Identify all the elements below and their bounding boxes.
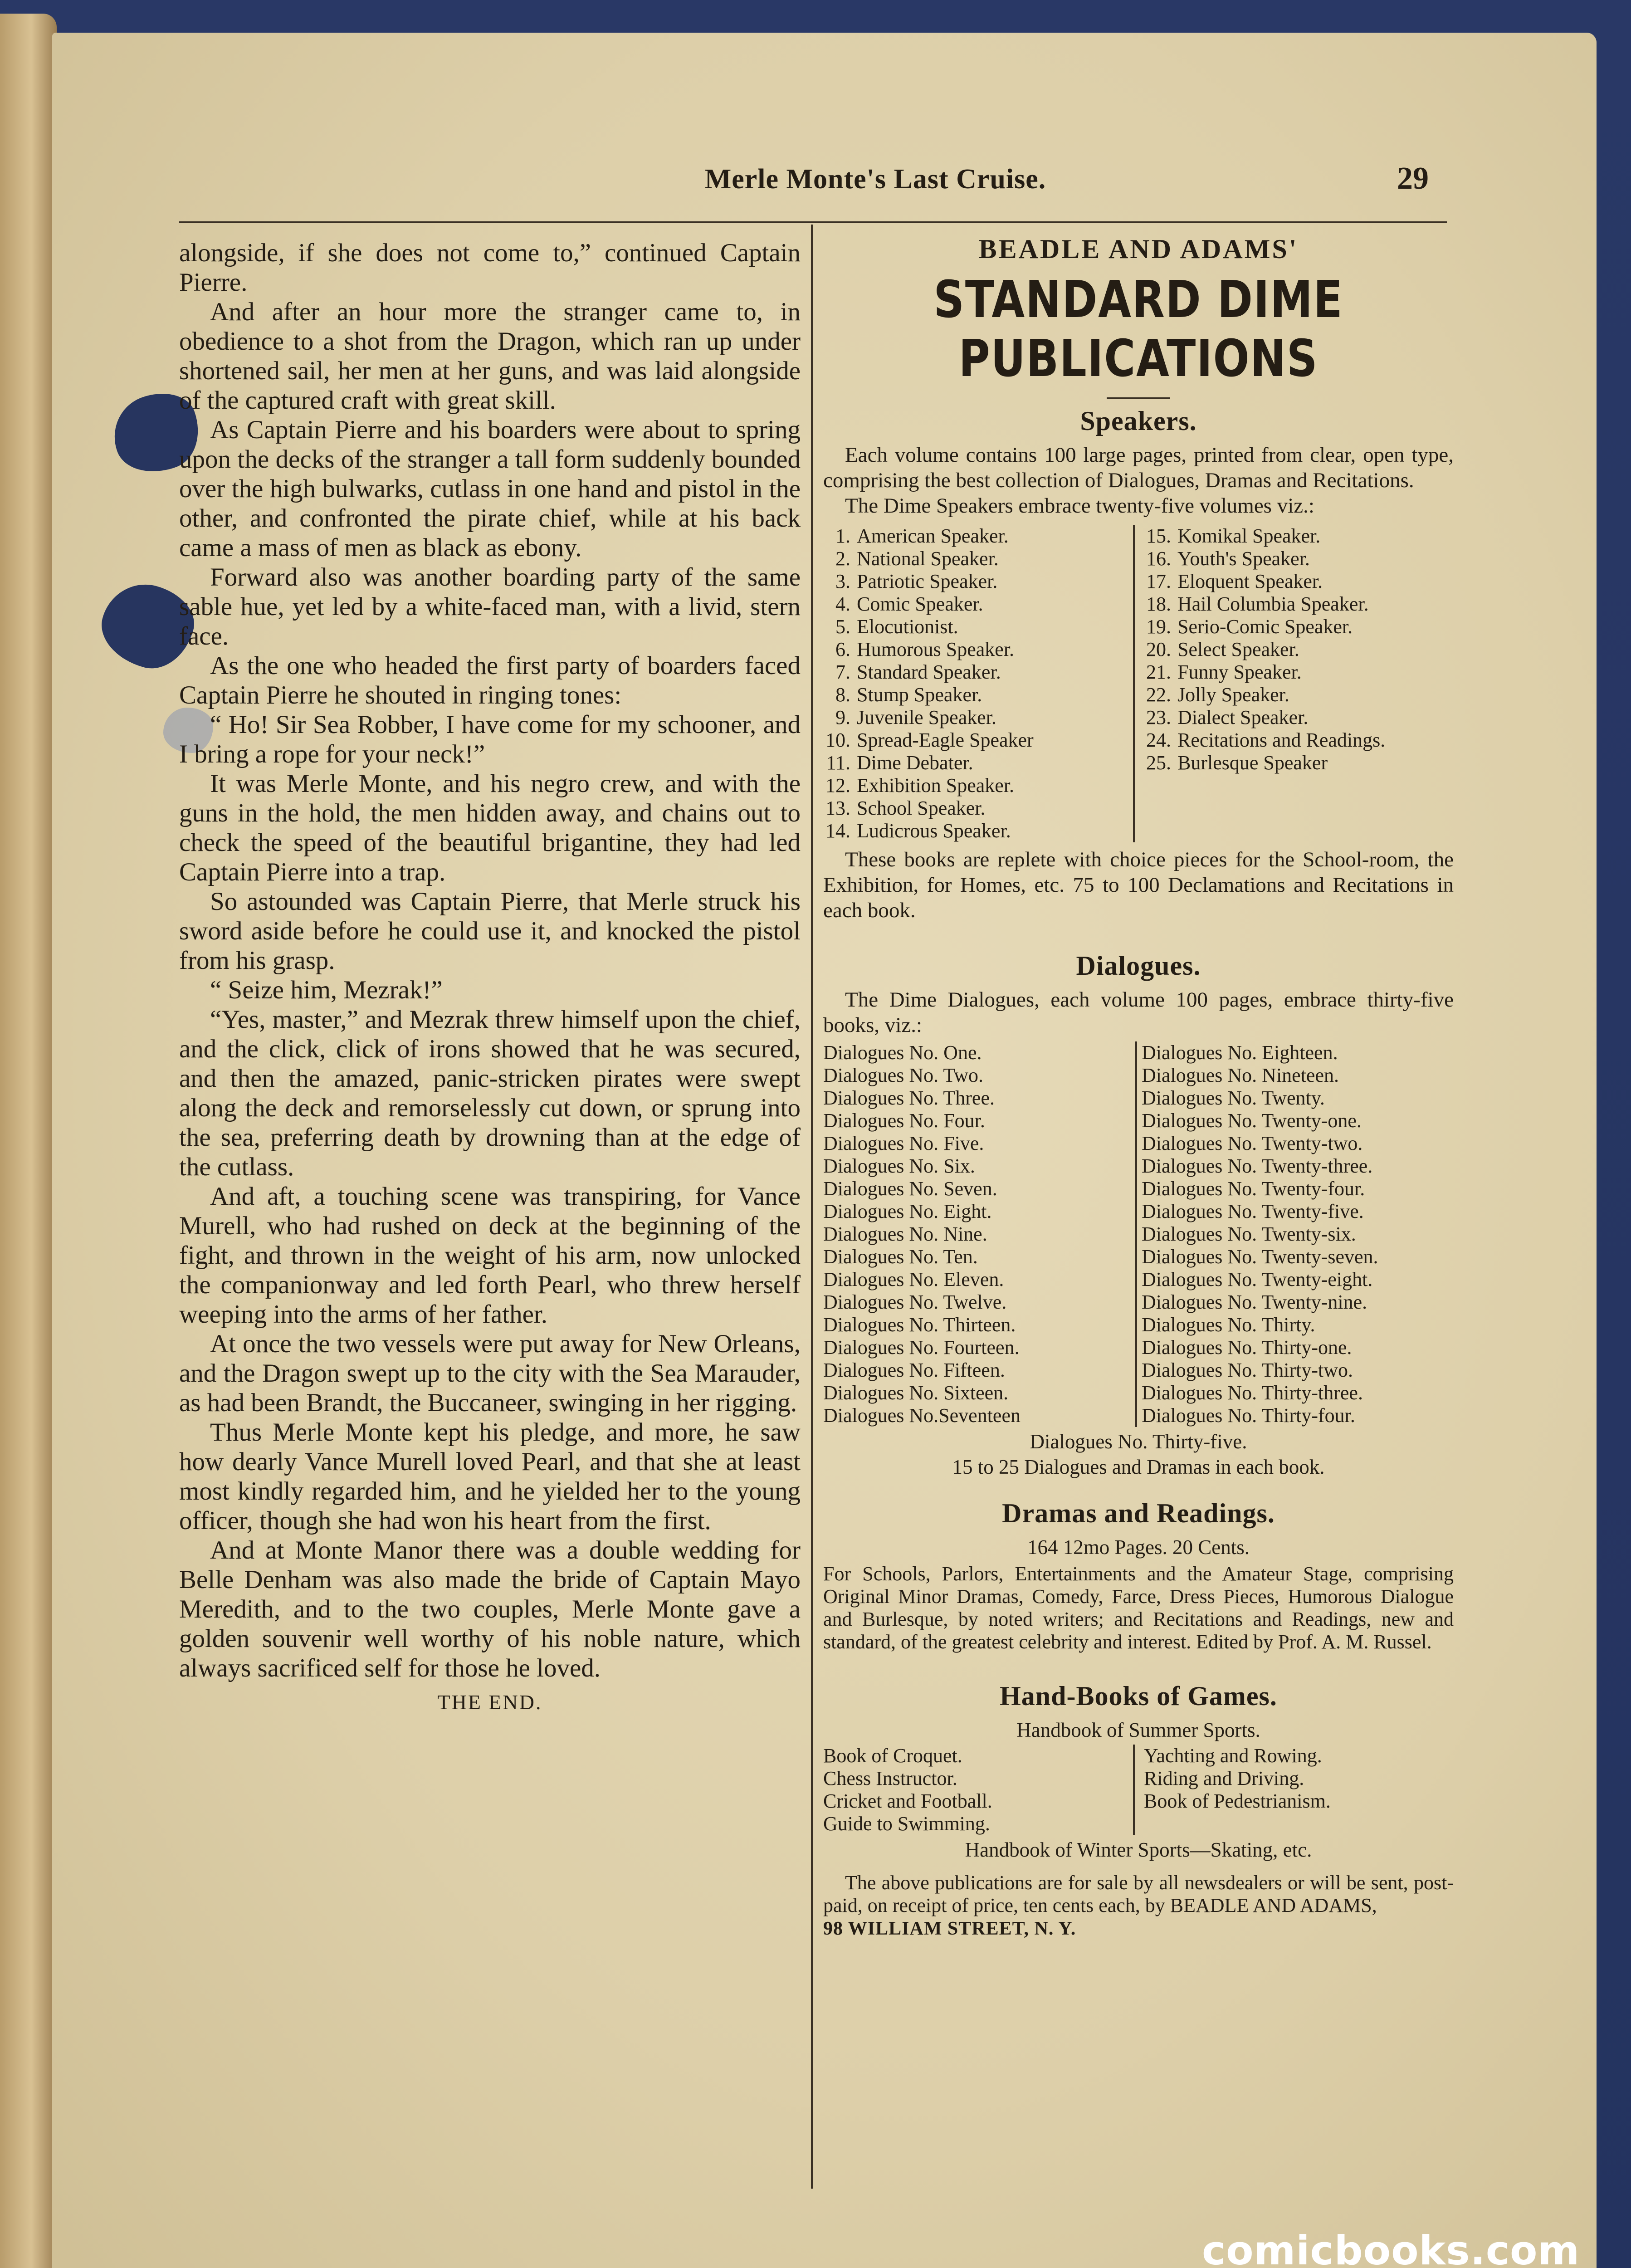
item-number: 14. <box>825 820 850 842</box>
list-item: Dialogues No. Seven. <box>823 1178 997 1200</box>
list-item: Dialogues No. Twenty-four. <box>1142 1178 1365 1200</box>
item-number: 19. <box>1146 616 1171 638</box>
title-rule <box>1107 397 1170 399</box>
list-item: Dialogues No. Eighteen. <box>1142 1041 1338 1064</box>
summer-sports: Handbook of Summer Sports. <box>1016 1719 1260 1741</box>
list-item <box>1144 525 1454 547</box>
item-number: 12. <box>825 774 850 797</box>
item-number: 10. <box>825 729 850 751</box>
games-list-right <box>1133 1745 1454 1835</box>
list-item <box>1144 638 1454 661</box>
running-header <box>52 163 1449 200</box>
dramas-heading: Dramas and Readings. <box>1002 1498 1275 1528</box>
item-number: 16. <box>1146 547 1171 570</box>
list-item <box>1144 616 1454 638</box>
story-paragraph: It was Merle Monte, and his negro crew, and with the guns in the hold, the men hidden away, and chains out to check the speed of the beautiful brigantine, they had led Captain Pierre into a trap. <box>179 769 801 886</box>
the-end: THE END. <box>437 1691 542 1714</box>
dialogues-intro: The Dime Dialogues, each volume 100 pages, embrace thirty-five books, viz.: <box>823 988 1454 1037</box>
dramas-description: For Schools, Parlors, Entertainments and the Amateur Stage, comprising Original Minor Dramas, Comedy, Farce, Dress Pieces, Humorous Dialogue and Burlesque, by noted writers; and Recitations and Readings, new and standard, of the greatest celebrity and interest. Edited by Prof. A. M. Russel. <box>823 1563 1454 1653</box>
story-paragraph: And after an hour more the stranger came to, in obedience to a shot from the Dragon, which ran up under shortened sail, her men at her guns, and was laid alongside of the captured craft with great skill. <box>179 298 801 415</box>
item-number: 23. <box>1146 706 1171 728</box>
dialogues-list-right <box>1135 1041 1454 1427</box>
item-title: American Speaker. <box>857 525 1009 547</box>
item-number: 4. <box>835 593 850 615</box>
running-title: Merle Monte's Last Cruise. <box>704 164 1046 195</box>
item-title: Ludicrous Speaker. <box>857 820 1011 842</box>
list-item <box>1144 706 1454 729</box>
story-paragraph: And at Monte Manor there was a double wedding for Belle Denham was also made the bride of Captain Mayo Meredith, and to the two couples, Merle Monte gave a golden souvenir well worthy of his noble nature, which always sacrificed self for those he loved. <box>179 1536 801 1682</box>
list-item: Dialogues No. Thirty-one. <box>1142 1336 1352 1359</box>
list-item <box>823 729 1133 752</box>
list-item: Dialogues No. Thirty-four. <box>1142 1404 1355 1427</box>
story-paragraph: alongside, if she does not come to,” continued Captain Pierre. <box>179 239 801 297</box>
list-item <box>1144 570 1454 593</box>
item-title: Standard Speaker. <box>857 661 1001 683</box>
list-item: Dialogues No. Twelve. <box>823 1291 1007 1313</box>
list-item: Dialogues No. Ten. <box>823 1246 978 1268</box>
list-item: Dialogues No. Twenty-nine. <box>1142 1291 1367 1313</box>
story-paragraph: “Yes, master,” and Mezrak threw himself upon the chief, and the click, click of irons showed that he was secured, and then the amazed, panic-stricken pirates were swept along the deck and remorselessly cut down, or sprung into the sea, preferring death by drowning than at the edge of the cutlass. <box>179 1005 801 1181</box>
item-title: Komikal Speaker. <box>1177 525 1321 547</box>
list-item: Dialogues No. One. <box>823 1041 982 1064</box>
list-item: Dialogues No. Six. <box>823 1155 975 1177</box>
speakers-list-right <box>1133 525 1454 842</box>
header-rule <box>179 221 1447 223</box>
story-column <box>179 238 801 1717</box>
item-title: Eloquent Speaker. <box>1177 570 1323 592</box>
column-rule <box>811 225 813 2189</box>
list-item: Dialogues No. Thirty-three. <box>1142 1382 1363 1404</box>
list-item <box>823 706 1133 729</box>
dialogues-last-item: Dialogues No. Thirty-five. <box>1030 1430 1247 1453</box>
item-number: 18. <box>1146 593 1171 615</box>
list-item: Dialogues No. Twenty-two. <box>1142 1132 1363 1154</box>
list-item: Dialogues No.Seventeen <box>823 1404 1021 1427</box>
list-item: Dialogues No. Twenty-seven. <box>1142 1246 1378 1268</box>
list-item <box>1144 593 1454 616</box>
item-number: 5. <box>835 616 850 638</box>
story-paragraph: “ Ho! Sir Sea Robber, I have come for my schooner, and I bring a rope for your neck!” <box>179 710 801 768</box>
item-title: Juvenile Speaker. <box>857 706 996 728</box>
list-item: Dialogues No. Thirty-two. <box>1142 1359 1353 1381</box>
list-item: Dialogues No. Nine. <box>823 1223 987 1245</box>
item-number: 1. <box>835 525 850 547</box>
publisher-address: 98 WILLIAM STREET, N. Y. <box>823 1918 1076 1939</box>
item-title: Elocutionist. <box>857 616 958 638</box>
item-title: Dialect Speaker. <box>1177 706 1309 728</box>
list-item <box>823 661 1133 684</box>
games-list-left <box>823 1745 1133 1835</box>
list-item <box>823 752 1133 774</box>
previous-page-edge <box>0 14 57 2268</box>
item-title: Spread-Eagle Speaker <box>857 729 1034 751</box>
item-title: Youth's Speaker. <box>1177 547 1310 570</box>
item-number: 21. <box>1146 661 1171 683</box>
item-number: 13. <box>825 797 850 819</box>
list-item <box>823 797 1133 820</box>
item-number: 17. <box>1146 570 1171 592</box>
list-item <box>823 774 1133 797</box>
item-title: Comic Speaker. <box>857 593 983 615</box>
item-number: 2. <box>835 547 850 570</box>
list-item: Dialogues No. Two. <box>823 1064 983 1086</box>
dialogues-list <box>823 1041 1454 1427</box>
story-paragraph: “ Seize him, Mezrak!” <box>210 976 443 1004</box>
list-item: Dialogues No. Sixteen. <box>823 1382 1009 1404</box>
ad-title: STANDARD DIME PUBLICATIONS <box>933 270 1343 388</box>
item-title: School Speaker. <box>857 797 986 819</box>
item-number: 3. <box>835 570 850 592</box>
speakers-list-left <box>823 525 1133 842</box>
item-number: 24. <box>1146 729 1171 751</box>
list-item <box>1144 752 1454 774</box>
list-item: Dialogues No. Nineteen. <box>1142 1064 1339 1086</box>
list-item: Book of Pedestrianism. <box>1144 1790 1331 1812</box>
list-item: Dialogues No. Twenty-three. <box>1142 1155 1373 1177</box>
story-paragraph: As the one who headed the first party of boarders faced Captain Pierre he shouted in ringing tones: <box>179 651 801 709</box>
story-paragraph: And aft, a touching scene was transpiring, for Vance Murell, who had rushed on deck at the beginning of the fight, and thrown in the weight of his arm, now unlocked the companionway and led forth Pearl, who threw herself weeping into the arms of her father. <box>179 1182 801 1329</box>
list-item: Dialogues No. Four. <box>823 1110 985 1132</box>
list-item: Dialogues No. Three. <box>823 1087 995 1109</box>
story-paragraph: So astounded was Captain Pierre, that Merle struck his sword aside before he could use it, and knocked the pistol from his grasp. <box>179 887 801 975</box>
dialogues-heading: Dialogues. <box>1076 951 1201 981</box>
list-item <box>823 525 1133 547</box>
list-item: Dialogues No. Five. <box>823 1132 984 1154</box>
list-item: Dialogues No. Thirty. <box>1142 1314 1315 1336</box>
list-item <box>823 684 1133 706</box>
dialogues-list-left <box>823 1041 1135 1427</box>
page-number: 29 <box>1397 161 1429 196</box>
item-title: Serio-Comic Speaker. <box>1177 616 1353 638</box>
item-title: Dime Debater. <box>857 752 973 774</box>
list-item: Riding and Driving. <box>1144 1767 1304 1789</box>
item-title: Hail Columbia Speaker. <box>1177 593 1369 615</box>
item-number: 22. <box>1146 684 1171 706</box>
sale-notice: The above publications are for sale by all newsdealers or will be sent, post-paid, on receipt of price, ten cents each, by BEADLE AND ADAMS, <box>823 1872 1454 1916</box>
list-item <box>823 638 1133 661</box>
list-item: Dialogues No. Eleven. <box>823 1268 1004 1290</box>
watermark: comicbooks.com <box>1202 2227 1580 2268</box>
list-item: Dialogues No. Twenty-one. <box>1142 1110 1362 1132</box>
item-number: 20. <box>1146 638 1171 660</box>
list-item: Chess Instructor. <box>823 1767 957 1789</box>
list-item: Dialogues No. Fourteen. <box>823 1336 1020 1359</box>
item-title: Select Speaker. <box>1177 638 1299 660</box>
item-title: Funny Speaker. <box>1177 661 1302 683</box>
speakers-heading: Speakers. <box>1080 406 1197 436</box>
story-paragraph: As Captain Pierre and his boarders were about to spring upon the decks of the stranger a tall form suddenly bounded over the high bulwarks, cutlass in one hand and pistol in the other, and confronted the pirate chief, while at his back came a mass of men as black as ebony. <box>179 415 801 562</box>
list-item <box>1144 547 1454 570</box>
item-title: Burlesque Speaker <box>1177 752 1328 774</box>
list-item: Dialogues No. Thirteen. <box>823 1314 1016 1336</box>
item-title: Jolly Speaker. <box>1177 684 1289 706</box>
list-item: Guide to Swimming. <box>823 1813 990 1835</box>
item-number: 25. <box>1146 752 1171 774</box>
speakers-list <box>823 525 1454 842</box>
item-number: 7. <box>835 661 850 683</box>
list-item <box>1144 684 1454 706</box>
winter-sports: Handbook of Winter Sports—Skating, etc. <box>965 1838 1312 1861</box>
list-item: Dialogues No. Fifteen. <box>823 1359 1005 1381</box>
list-item: Dialogues No. Twenty-six. <box>1142 1223 1356 1245</box>
item-number: 15. <box>1146 525 1171 547</box>
list-item <box>1144 729 1454 752</box>
speakers-intro-2: The Dime Speakers embrace twenty-five volumes viz.: <box>845 494 1314 518</box>
item-title: Humorous Speaker. <box>857 638 1015 660</box>
story-paragraph: Thus Merle Monte kept his pledge, and more, he saw how dearly Vance Murell loved Pearl, and that she at least most kindly regarded him, and he yielded her to the young officer, though she had won his heart from the first. <box>179 1418 801 1535</box>
dialogues-note: 15 to 25 Dialogues and Dramas in each book. <box>952 1456 1325 1478</box>
list-item: Dialogues No. Eight. <box>823 1200 992 1222</box>
item-title: Exhibition Speaker. <box>857 774 1015 797</box>
story-paragraph: At once the two vessels were put away for New Orleans, and the Dragon swept up to the city with the Sea Marauder, as had been Brandt, the Buccaneer, swinging in her rigging. <box>179 1330 801 1417</box>
list-item <box>823 593 1133 616</box>
story-paragraph: Forward also was another boarding party of the same sable hue, yet led by a white-faced man, with a livid, stern face. <box>179 563 801 650</box>
speakers-note: These books are replete with choice pieces for the School-room, the Exhibition, for Homes, etc. 75 to 100 Declamations and Recitations in each book. <box>823 848 1454 922</box>
list-item: Dialogues No. Twenty. <box>1142 1087 1325 1109</box>
games-heading: Hand-Books of Games. <box>1000 1681 1277 1711</box>
games-list <box>823 1745 1454 1835</box>
item-number: 8. <box>835 684 850 706</box>
list-item: Book of Croquet. <box>823 1745 962 1767</box>
list-item <box>823 616 1133 638</box>
advertisement-column <box>823 234 1454 1940</box>
list-item: Yachting and Rowing. <box>1144 1745 1322 1767</box>
list-item <box>823 820 1133 842</box>
list-item <box>823 570 1133 593</box>
publisher-name: BEADLE AND ADAMS' <box>978 234 1299 264</box>
list-item: Cricket and Football. <box>823 1790 992 1812</box>
item-number: 9. <box>835 706 850 728</box>
item-title: National Speaker. <box>857 547 999 570</box>
list-item: Dialogues No. Twenty-eight. <box>1142 1268 1373 1290</box>
list-item: Dialogues No. Twenty-five. <box>1142 1200 1364 1222</box>
list-item <box>1144 661 1454 684</box>
list-item <box>823 547 1133 570</box>
item-title: Patriotic Speaker. <box>857 570 998 592</box>
dramas-subheading: 164 12mo Pages. 20 Cents. <box>1027 1536 1250 1559</box>
item-number: 11. <box>826 752 850 774</box>
item-number: 6. <box>835 638 850 660</box>
speakers-intro: Each volume contains 100 large pages, printed from clear, open type, comprising the best collection of Dialogues, Dramas and Recitations. <box>823 443 1454 492</box>
item-title: Recitations and Readings. <box>1177 729 1386 751</box>
item-title: Stump Speaker. <box>857 684 982 706</box>
